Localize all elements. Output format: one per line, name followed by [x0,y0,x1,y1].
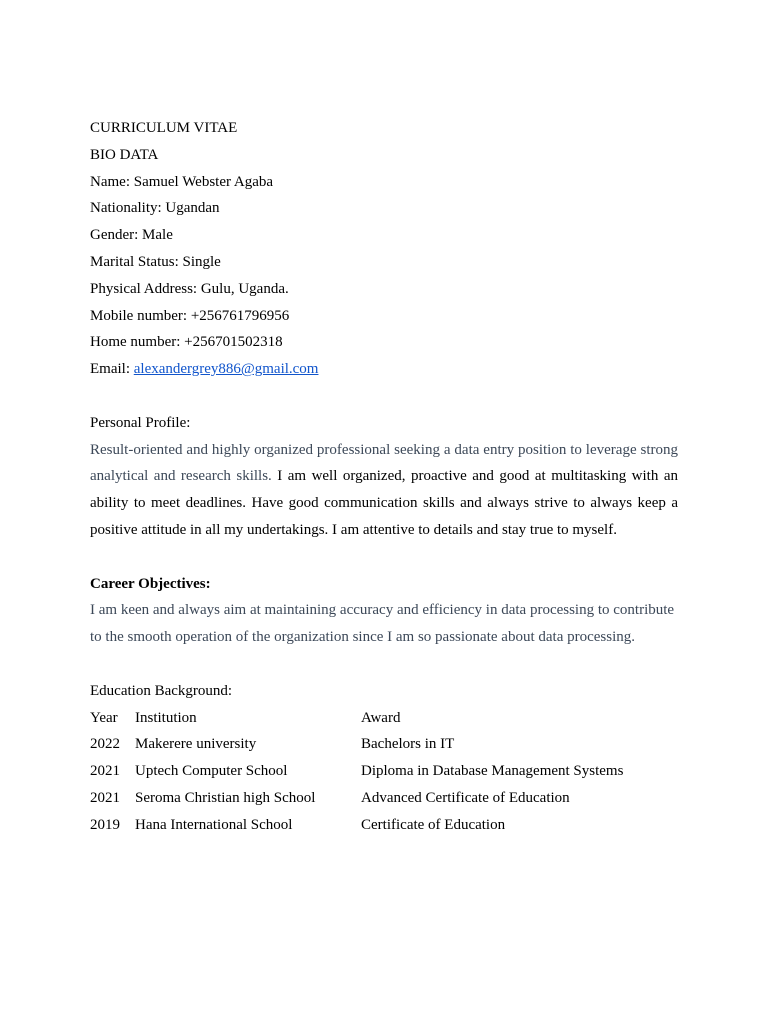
cv-document [90,115,678,839]
column-header-award: Award [361,709,401,726]
career-objectives-text: I am keen and always aim at maintaining accuracy and efficiency in data processing to contribute to the smooth operation of the organization since I am so passionate about data processing. [90,602,675,646]
personal-profile-heading: Personal Profile: [90,414,191,431]
column-header-year: Year [90,709,118,726]
profile-text-muted: Result-oriented and highly organized professional seeking a data entry position to leverage strong analytical and research skills. [90,441,678,485]
row-institution: Makerere university [135,736,257,753]
email-label: Email: [90,361,134,378]
row-institution: Uptech Computer School [135,763,288,780]
table-row [90,731,678,758]
spacer [90,651,678,678]
bio-nationality: Nationality: Ugandan [90,200,220,217]
spacer [90,383,678,410]
row-year: 2021 [90,763,120,780]
column-header-institution: Institution [135,709,197,726]
personal-profile-text [90,437,678,544]
bio-data-heading: BIO DATA [90,146,159,163]
email-link[interactable]: alexandergrey886@gmail.com [133,361,319,378]
bio-marital-status: Marital Status: Single [90,253,221,270]
bio-email-row [90,356,678,383]
row-year: 2022 [90,736,120,753]
spacer [90,544,678,571]
row-institution: Seroma Christian high School [135,789,316,806]
row-award: Diploma in Database Management Systems [361,763,624,780]
bio-gender: Gender: Male [90,227,173,244]
table-row [90,785,678,812]
row-award: Bachelors in IT [361,736,455,753]
bio-name: Name: Samuel Webster Agaba [90,173,274,190]
document-title: CURRICULUM VITAE [90,120,238,136]
education-header-row [90,705,678,732]
row-institution: Hana International School [135,816,293,833]
row-year: 2021 [90,789,120,806]
education-heading: Education Background: [90,682,233,699]
profile-text-main: I am well organized, proactive and good at multitasking with an ability to meet deadlines. Have good communication skills and always strive to always keep a positive attitude in all my undertakings. I am attentive to details and stay true to myself. [90,468,678,538]
bio-physical-address: Physical Address: Gulu, Uganda. [90,280,289,297]
bio-home-number: Home number: +256701502318 [90,334,283,351]
row-award: Certificate of Education [361,816,506,833]
row-year: 2019 [90,816,120,833]
career-objectives-heading: Career Objectives: [90,575,211,592]
table-row [90,812,678,839]
bio-mobile-number: Mobile number: +256761796956 [90,307,290,324]
table-row [90,758,678,785]
row-award: Advanced Certificate of Education [361,789,570,806]
